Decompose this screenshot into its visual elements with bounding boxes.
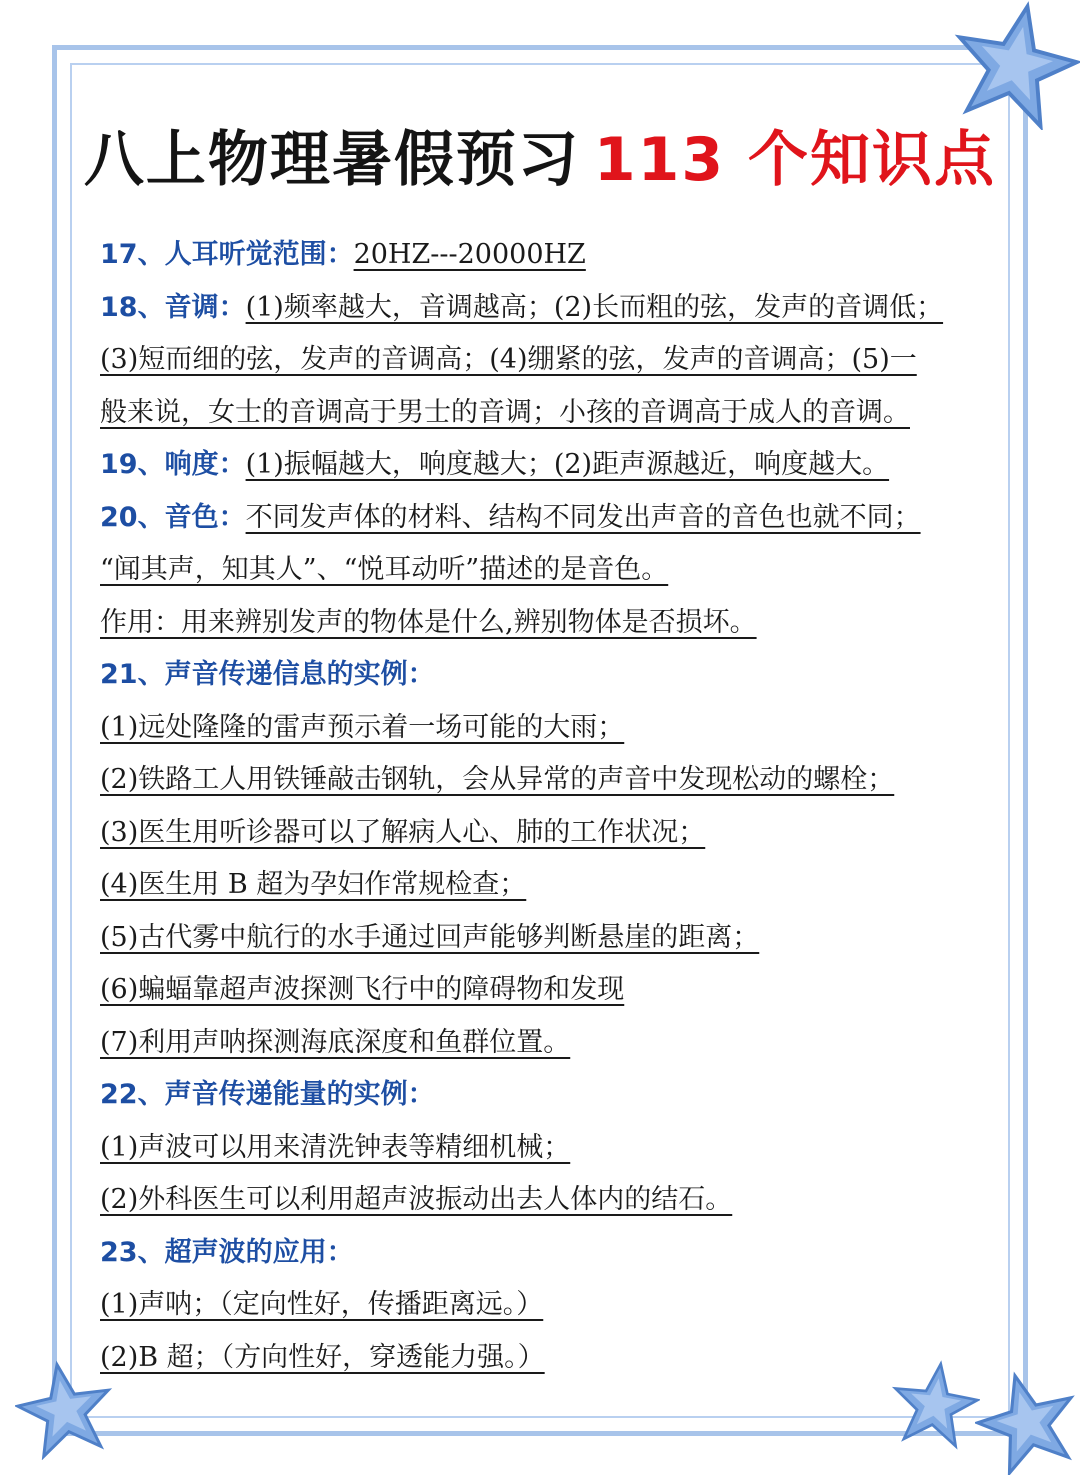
section-text: (1)声呐；（定向性好，传播距离远。）	[100, 1289, 544, 1320]
section-text: 20HZ---20000HZ	[353, 239, 586, 270]
section-heading: 20、音色：	[100, 501, 246, 533]
section-text: (3)短而细的弦，发声的音调高；(4)绷紧的弦，发声的音调高；(5)一	[100, 344, 917, 375]
text-line	[100, 444, 1000, 497]
section-text: (1)远处隆隆的雷声预示着一场可能的大雨；	[100, 711, 625, 743]
text-line	[100, 234, 1000, 287]
text-line	[100, 654, 1000, 707]
section-text: (2)B 超；（方向性好，穿透能力强。）	[100, 1341, 545, 1373]
section-text: (1)声波可以用来清洗钟表等精细机械；	[100, 1131, 571, 1163]
text-line	[100, 707, 1000, 760]
text-line	[100, 392, 1000, 445]
section-text: (2)外科医生可以利用超声波振动出去人体内的结石。	[100, 1184, 733, 1215]
section-text: (7)利用声呐探测海底深度和鱼群位置。	[100, 1026, 571, 1058]
section-text: 般来说，女士的音调高于男士的音调；小孩的音调高于成人的音调。	[100, 396, 910, 428]
section-heading: 21、声音传递信息的实例：	[100, 659, 435, 690]
section-heading: 18、音调：	[100, 291, 246, 323]
section-heading: 17、人耳听觉范围：	[100, 239, 354, 270]
section-heading: 22、声音传递能量的实例：	[100, 1079, 435, 1110]
text-line	[100, 549, 1000, 602]
section-heading: 23、超声波的应用：	[100, 1236, 354, 1268]
text-line	[100, 1284, 1000, 1337]
text-line	[100, 339, 1000, 392]
section-text: (2)铁路工人用铁锤敲击钢轨，会从异常的声音中发现松动的螺栓；	[100, 764, 895, 795]
text-line	[100, 602, 1000, 655]
section-text: 作用：用来辨别发声的物体是什么,辨别物体是否损坏。	[100, 606, 757, 638]
text-line	[100, 917, 1000, 970]
title-main: 八上物理暑假预习	[83, 125, 580, 195]
text-line	[100, 812, 1000, 865]
section-text: (1)频率越大，音调越高；(2)长而粗的弦，发声的音调低；	[245, 291, 944, 323]
text-line	[100, 1127, 1000, 1180]
star-icon	[950, 0, 1080, 130]
page-title	[0, 112, 1080, 198]
section-text: 不同发声体的材料、结构不同发出声音的音色也就不同；	[245, 501, 921, 533]
section-heading: 19、响度：	[100, 449, 246, 480]
text-line	[100, 1022, 1000, 1075]
text-line	[100, 864, 1000, 917]
section-text: (6)蝙蝠靠超声波探测飞行中的障碍物和发现	[100, 974, 625, 1005]
text-line	[100, 1337, 1000, 1390]
text-line	[100, 1179, 1000, 1232]
section-text: (1)振幅越大，响度越大；(2)距声源越近，响度越大。	[245, 449, 890, 480]
title-highlight: 113 个知识点	[593, 125, 997, 195]
section-text: (4)医生用 B 超为孕妇作常规检查；	[100, 869, 527, 900]
section-text: (5)古代雾中航行的水手通过回声能够判断悬崖的距离；	[100, 921, 760, 953]
text-line	[100, 969, 1000, 1022]
text-line	[100, 1232, 1000, 1285]
section-text: (3)医生用听诊器可以了解病人心、肺的工作状况；	[100, 816, 706, 848]
text-line	[100, 759, 1000, 812]
section-text: “闻其声，知其人”、“悦耳动听”描述的是音色。	[100, 554, 669, 585]
text-line	[100, 497, 1000, 550]
text-line	[100, 1074, 1000, 1127]
knowledge-list	[100, 234, 1000, 1389]
text-line	[100, 287, 1000, 340]
